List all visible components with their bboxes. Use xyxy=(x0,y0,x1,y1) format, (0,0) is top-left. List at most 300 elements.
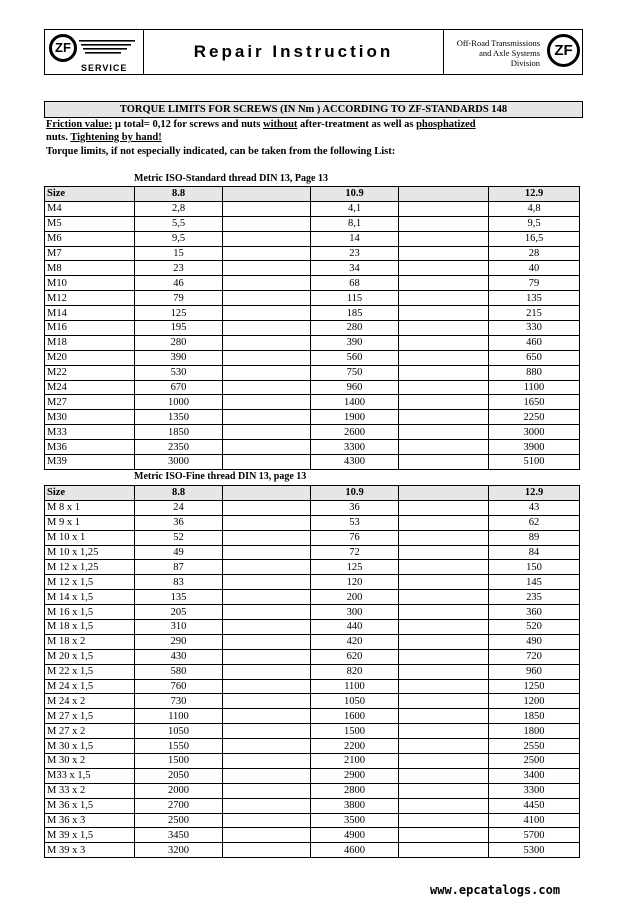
spacer-cell xyxy=(223,246,311,261)
torque-10-9-cell: 2600 xyxy=(311,425,399,440)
spacer-cell xyxy=(223,515,311,530)
torque-12-9-cell: 4,8 xyxy=(489,201,580,216)
spacer-cell xyxy=(399,754,489,769)
spacer-cell xyxy=(223,694,311,709)
torque-10-9-cell: 960 xyxy=(311,380,399,395)
service-label: SERVICE xyxy=(81,63,128,73)
spacer-cell xyxy=(223,410,311,425)
spacer-cell xyxy=(399,231,489,246)
size-cell: M12 xyxy=(45,291,135,306)
torque-10-9-cell: 1100 xyxy=(311,679,399,694)
standard-rows xyxy=(45,201,580,469)
size-cell: M 9 x 1 xyxy=(45,515,135,530)
torque-12-9-cell: 4100 xyxy=(489,813,580,828)
division-line: and Axle Systems xyxy=(479,48,540,58)
spacer-header xyxy=(223,187,311,202)
size-cell: M7 xyxy=(45,246,135,261)
spacer-cell xyxy=(223,634,311,649)
size-cell: M 20 x 1,5 xyxy=(45,649,135,664)
torque-8-8-cell: 1050 xyxy=(135,724,223,739)
spacer-cell xyxy=(399,201,489,216)
table-row xyxy=(45,515,580,530)
spacer-cell xyxy=(223,500,311,515)
torque-12-9-cell: 3900 xyxy=(489,440,580,455)
torque-8-8-cell: 1850 xyxy=(135,425,223,440)
torque-10-9-cell: 36 xyxy=(311,500,399,515)
size-cell: M 18 x 1,5 xyxy=(45,620,135,635)
spacer-cell xyxy=(399,261,489,276)
spacer-cell xyxy=(399,276,489,291)
size-cell: M27 xyxy=(45,395,135,410)
spacer-cell xyxy=(399,216,489,231)
torque-10-9-cell: 1400 xyxy=(311,395,399,410)
spacer-cell xyxy=(399,739,489,754)
spacer-cell xyxy=(399,500,489,515)
spacer-cell xyxy=(223,768,311,783)
tightening-text: Tightening by hand! xyxy=(70,132,162,143)
table-row xyxy=(45,216,580,231)
table-row xyxy=(45,500,580,515)
torque-12-9-cell: 79 xyxy=(489,276,580,291)
spacer-cell xyxy=(223,813,311,828)
spacer-cell xyxy=(399,365,489,380)
spacer-cell xyxy=(223,365,311,380)
torque-8-8-cell: 9,5 xyxy=(135,231,223,246)
spacer-cell xyxy=(223,440,311,455)
spacer-cell xyxy=(399,380,489,395)
torque-12-9-cell: 880 xyxy=(489,365,580,380)
torque-12-9-cell: 5300 xyxy=(489,843,580,858)
torque-8-8-cell: 1000 xyxy=(135,395,223,410)
torque-8-8-cell: 760 xyxy=(135,679,223,694)
spacer-cell xyxy=(399,530,489,545)
spacer-cell xyxy=(399,306,489,321)
fine-thread-table xyxy=(44,485,580,858)
division-text xyxy=(444,30,544,74)
spacer-cell xyxy=(399,440,489,455)
torque-8-8-cell: 430 xyxy=(135,649,223,664)
table-row xyxy=(45,306,580,321)
size-cell: M30 xyxy=(45,410,135,425)
torque-12-9-cell: 2550 xyxy=(489,739,580,754)
size-header: Size xyxy=(45,187,135,202)
torque-10-9-cell: 8,1 xyxy=(311,216,399,231)
torque-10-9-cell: 420 xyxy=(311,634,399,649)
size-cell: M16 xyxy=(45,321,135,336)
division-line: Off-Road Transmissions xyxy=(456,38,540,48)
torque-10-9-cell: 3800 xyxy=(311,798,399,813)
spacer-cell xyxy=(223,306,311,321)
spacer-cell xyxy=(223,575,311,590)
size-cell: M 22 x 1,5 xyxy=(45,664,135,679)
spacer-cell xyxy=(223,739,311,754)
torque-10-9-cell: 53 xyxy=(311,515,399,530)
section-title-bar: TORQUE LIMITS FOR SCREWS (IN Nm ) ACCORDING TO ZF-STANDARDS 148 xyxy=(44,101,583,118)
torque-10-9-cell: 68 xyxy=(311,276,399,291)
document-header xyxy=(44,29,583,75)
torque-8-8-cell: 24 xyxy=(135,500,223,515)
table-row xyxy=(45,350,580,365)
spacer-cell xyxy=(399,605,489,620)
torque-12-9-cell: 1650 xyxy=(489,395,580,410)
torque-10-9-cell: 185 xyxy=(311,306,399,321)
spacer-cell xyxy=(223,783,311,798)
table-row xyxy=(45,664,580,679)
table-row xyxy=(45,335,580,350)
table-row xyxy=(45,530,580,545)
size-cell: M 14 x 1,5 xyxy=(45,590,135,605)
table-row xyxy=(45,724,580,739)
spacer-cell xyxy=(399,545,489,560)
spacer-cell xyxy=(399,321,489,336)
torque-12-9-cell: 3000 xyxy=(489,425,580,440)
torque-12-9-cell: 135 xyxy=(489,291,580,306)
torque-8-8-cell: 2000 xyxy=(135,783,223,798)
table-row xyxy=(45,739,580,754)
torque-note: Torque limits, if not especially indicated, can be taken from the following List: xyxy=(46,146,396,157)
zf-logo-right xyxy=(544,30,582,74)
torque-12-9-cell: 1200 xyxy=(489,694,580,709)
spacer-cell xyxy=(223,754,311,769)
spacer-cell xyxy=(399,694,489,709)
torque-12-9-cell: 520 xyxy=(489,620,580,635)
torque-12-9-cell: 720 xyxy=(489,649,580,664)
spacer-cell xyxy=(399,620,489,635)
spacer-cell xyxy=(223,231,311,246)
torque-8-8-cell: 3450 xyxy=(135,828,223,843)
table-header-row xyxy=(45,486,580,501)
table-row xyxy=(45,440,580,455)
table-row xyxy=(45,291,580,306)
torque-10-9-cell: 72 xyxy=(311,545,399,560)
nuts-line xyxy=(46,131,162,144)
torque-8-8-cell: 310 xyxy=(135,620,223,635)
grade-header: 12.9 xyxy=(489,486,580,501)
division-line: Division xyxy=(510,58,540,68)
torque-12-9-cell: 960 xyxy=(489,664,580,679)
spacer-cell xyxy=(399,679,489,694)
torque-10-9-cell: 750 xyxy=(311,365,399,380)
spacer-cell xyxy=(223,261,311,276)
torque-12-9-cell: 360 xyxy=(489,605,580,620)
spacer-header xyxy=(223,486,311,501)
torque-10-9-cell: 2900 xyxy=(311,768,399,783)
torque-8-8-cell: 2700 xyxy=(135,798,223,813)
size-cell: M 10 x 1,25 xyxy=(45,545,135,560)
spacer-cell xyxy=(399,425,489,440)
torque-12-9-cell: 5100 xyxy=(489,455,580,470)
torque-10-9-cell: 1600 xyxy=(311,709,399,724)
spacer-cell xyxy=(399,709,489,724)
spacer-header xyxy=(399,187,489,202)
page-title: Repair Instruction xyxy=(144,30,444,74)
torque-8-8-cell: 580 xyxy=(135,664,223,679)
grade-header: 10.9 xyxy=(311,187,399,202)
torque-8-8-cell: 1550 xyxy=(135,739,223,754)
torque-8-8-cell: 1100 xyxy=(135,709,223,724)
spacer-cell xyxy=(399,649,489,664)
torque-12-9-cell: 84 xyxy=(489,545,580,560)
spacer-cell xyxy=(223,395,311,410)
torque-12-9-cell: 1850 xyxy=(489,709,580,724)
spacer-cell xyxy=(399,798,489,813)
torque-10-9-cell: 76 xyxy=(311,530,399,545)
torque-12-9-cell: 215 xyxy=(489,306,580,321)
torque-8-8-cell: 49 xyxy=(135,545,223,560)
size-cell: M8 xyxy=(45,261,135,276)
size-cell: M 18 x 2 xyxy=(45,634,135,649)
spacer-cell xyxy=(223,649,311,664)
phosphatized-text: phosphatized xyxy=(416,119,476,130)
spacer-cell xyxy=(399,724,489,739)
size-cell: M 30 x 2 xyxy=(45,754,135,769)
torque-8-8-cell: 36 xyxy=(135,515,223,530)
torque-8-8-cell: 125 xyxy=(135,306,223,321)
torque-10-9-cell: 4600 xyxy=(311,843,399,858)
torque-8-8-cell: 2500 xyxy=(135,813,223,828)
size-cell: M10 xyxy=(45,276,135,291)
spacer-cell xyxy=(399,783,489,798)
torque-10-9-cell: 560 xyxy=(311,350,399,365)
table-row xyxy=(45,590,580,605)
size-cell: M 27 x 1,5 xyxy=(45,709,135,724)
torque-8-8-cell: 280 xyxy=(135,335,223,350)
torque-8-8-cell: 87 xyxy=(135,560,223,575)
size-cell: M33 xyxy=(45,425,135,440)
torque-8-8-cell: 670 xyxy=(135,380,223,395)
torque-12-9-cell: 1800 xyxy=(489,724,580,739)
zf-logo-icon: ZF xyxy=(49,34,77,62)
torque-8-8-cell: 52 xyxy=(135,530,223,545)
spacer-cell xyxy=(223,425,311,440)
spacer-cell xyxy=(399,410,489,425)
spacer-cell xyxy=(399,455,489,470)
table-row xyxy=(45,843,580,858)
torque-12-9-cell: 1100 xyxy=(489,380,580,395)
torque-8-8-cell: 530 xyxy=(135,365,223,380)
table-row xyxy=(45,783,580,798)
torque-10-9-cell: 280 xyxy=(311,321,399,336)
size-cell: M22 xyxy=(45,365,135,380)
size-cell: M 30 x 1,5 xyxy=(45,739,135,754)
spacer-cell xyxy=(223,321,311,336)
zf-logo-icon: ZF xyxy=(547,34,580,67)
spacer-cell xyxy=(223,380,311,395)
grade-header: 8.8 xyxy=(135,187,223,202)
table-row xyxy=(45,828,580,843)
wings-icon xyxy=(79,38,137,58)
grade-header: 8.8 xyxy=(135,486,223,501)
torque-8-8-cell: 15 xyxy=(135,246,223,261)
standard-thread-title: Metric ISO-Standard thread DIN 13, Page 13 xyxy=(134,173,328,184)
torque-10-9-cell: 2200 xyxy=(311,739,399,754)
torque-10-9-cell: 23 xyxy=(311,246,399,261)
size-cell: M 27 x 2 xyxy=(45,724,135,739)
torque-8-8-cell: 290 xyxy=(135,634,223,649)
table-row xyxy=(45,560,580,575)
size-cell: M24 xyxy=(45,380,135,395)
torque-8-8-cell: 2050 xyxy=(135,768,223,783)
table-row xyxy=(45,395,580,410)
without-text: without xyxy=(262,119,298,130)
friction-text: µ total= 0,12 for screws and nuts xyxy=(112,119,263,130)
size-cell: M 12 x 1,5 xyxy=(45,575,135,590)
table-row xyxy=(45,575,580,590)
torque-10-9-cell: 4900 xyxy=(311,828,399,843)
spacer-cell xyxy=(223,335,311,350)
torque-12-9-cell: 43 xyxy=(489,500,580,515)
torque-12-9-cell: 28 xyxy=(489,246,580,261)
standard-thread-table xyxy=(44,186,580,470)
size-cell: M 8 x 1 xyxy=(45,500,135,515)
size-cell: M4 xyxy=(45,201,135,216)
torque-10-9-cell: 1500 xyxy=(311,724,399,739)
table-row xyxy=(45,410,580,425)
table-row xyxy=(45,231,580,246)
table-row xyxy=(45,798,580,813)
torque-10-9-cell: 3500 xyxy=(311,813,399,828)
size-cell: M 10 x 1 xyxy=(45,530,135,545)
table-row xyxy=(45,709,580,724)
spacer-cell xyxy=(223,679,311,694)
spacer-cell xyxy=(399,664,489,679)
spacer-cell xyxy=(399,590,489,605)
torque-8-8-cell: 83 xyxy=(135,575,223,590)
size-cell: M14 xyxy=(45,306,135,321)
spacer-cell xyxy=(399,768,489,783)
table-row xyxy=(45,425,580,440)
torque-12-9-cell: 650 xyxy=(489,350,580,365)
torque-12-9-cell: 490 xyxy=(489,634,580,649)
spacer-cell xyxy=(223,709,311,724)
torque-10-9-cell: 2100 xyxy=(311,754,399,769)
spacer-cell xyxy=(223,201,311,216)
torque-10-9-cell: 14 xyxy=(311,231,399,246)
torque-12-9-cell: 3400 xyxy=(489,768,580,783)
torque-10-9-cell: 1900 xyxy=(311,410,399,425)
torque-12-9-cell: 40 xyxy=(489,261,580,276)
torque-10-9-cell: 120 xyxy=(311,575,399,590)
footer-url[interactable]: www.epcatalogs.com xyxy=(430,883,561,897)
table-row xyxy=(45,754,580,769)
spacer-cell xyxy=(223,605,311,620)
table-row xyxy=(45,545,580,560)
torque-12-9-cell: 2250 xyxy=(489,410,580,425)
torque-8-8-cell: 46 xyxy=(135,276,223,291)
torque-8-8-cell: 79 xyxy=(135,291,223,306)
torque-8-8-cell: 3200 xyxy=(135,843,223,858)
size-cell: M20 xyxy=(45,350,135,365)
spacer-cell xyxy=(399,291,489,306)
torque-8-8-cell: 2,8 xyxy=(135,201,223,216)
spacer-cell xyxy=(399,813,489,828)
table-row xyxy=(45,679,580,694)
spacer-cell xyxy=(223,291,311,306)
spacer-cell xyxy=(399,843,489,858)
size-cell: M 24 x 2 xyxy=(45,694,135,709)
torque-10-9-cell: 34 xyxy=(311,261,399,276)
spacer-cell xyxy=(399,575,489,590)
spacer-cell xyxy=(399,246,489,261)
table-row xyxy=(45,321,580,336)
spacer-cell xyxy=(223,560,311,575)
torque-12-9-cell: 4450 xyxy=(489,798,580,813)
torque-10-9-cell: 3300 xyxy=(311,440,399,455)
table-row xyxy=(45,380,580,395)
spacer-cell xyxy=(223,620,311,635)
torque-10-9-cell: 2800 xyxy=(311,783,399,798)
torque-10-9-cell: 440 xyxy=(311,620,399,635)
spacer-cell xyxy=(223,798,311,813)
spacer-cell xyxy=(223,843,311,858)
torque-8-8-cell: 1350 xyxy=(135,410,223,425)
table-row xyxy=(45,634,580,649)
size-cell: M36 xyxy=(45,440,135,455)
grade-header: 12.9 xyxy=(489,187,580,202)
zf-service-logo xyxy=(45,30,144,74)
torque-8-8-cell: 3000 xyxy=(135,455,223,470)
torque-12-9-cell: 235 xyxy=(489,590,580,605)
size-cell: M 33 x 2 xyxy=(45,783,135,798)
torque-10-9-cell: 125 xyxy=(311,560,399,575)
table-row xyxy=(45,768,580,783)
torque-8-8-cell: 390 xyxy=(135,350,223,365)
table-row xyxy=(45,455,580,470)
torque-12-9-cell: 330 xyxy=(489,321,580,336)
spacer-cell xyxy=(223,276,311,291)
table-row xyxy=(45,813,580,828)
torque-8-8-cell: 1500 xyxy=(135,754,223,769)
table-row xyxy=(45,201,580,216)
table-row xyxy=(45,649,580,664)
size-header: Size xyxy=(45,486,135,501)
torque-10-9-cell: 4300 xyxy=(311,455,399,470)
friction-label: Friction value: xyxy=(46,119,113,130)
table-header-row xyxy=(45,187,580,202)
spacer-cell xyxy=(223,664,311,679)
size-cell: M 16 x 1,5 xyxy=(45,605,135,620)
size-cell: M39 xyxy=(45,455,135,470)
spacer-cell xyxy=(399,560,489,575)
torque-8-8-cell: 205 xyxy=(135,605,223,620)
torque-12-9-cell: 145 xyxy=(489,575,580,590)
spacer-cell xyxy=(223,724,311,739)
spacer-cell xyxy=(223,545,311,560)
torque-12-9-cell: 89 xyxy=(489,530,580,545)
torque-8-8-cell: 5,5 xyxy=(135,216,223,231)
spacer-cell xyxy=(399,350,489,365)
torque-10-9-cell: 390 xyxy=(311,335,399,350)
size-cell: M33 x 1,5 xyxy=(45,768,135,783)
table-row xyxy=(45,365,580,380)
spacer-cell xyxy=(399,335,489,350)
size-cell: M 12 x 1,25 xyxy=(45,560,135,575)
torque-10-9-cell: 820 xyxy=(311,664,399,679)
torque-10-9-cell: 300 xyxy=(311,605,399,620)
torque-12-9-cell: 460 xyxy=(489,335,580,350)
fine-rows xyxy=(45,500,580,857)
torque-12-9-cell: 62 xyxy=(489,515,580,530)
spacer-cell xyxy=(223,216,311,231)
torque-10-9-cell: 200 xyxy=(311,590,399,605)
size-cell: M 39 x 3 xyxy=(45,843,135,858)
fine-thread-title: Metric ISO-Fine thread DIN 13, page 13 xyxy=(134,471,307,482)
size-cell: M 36 x 3 xyxy=(45,813,135,828)
torque-10-9-cell: 620 xyxy=(311,649,399,664)
torque-12-9-cell: 9,5 xyxy=(489,216,580,231)
torque-8-8-cell: 135 xyxy=(135,590,223,605)
torque-12-9-cell: 150 xyxy=(489,560,580,575)
